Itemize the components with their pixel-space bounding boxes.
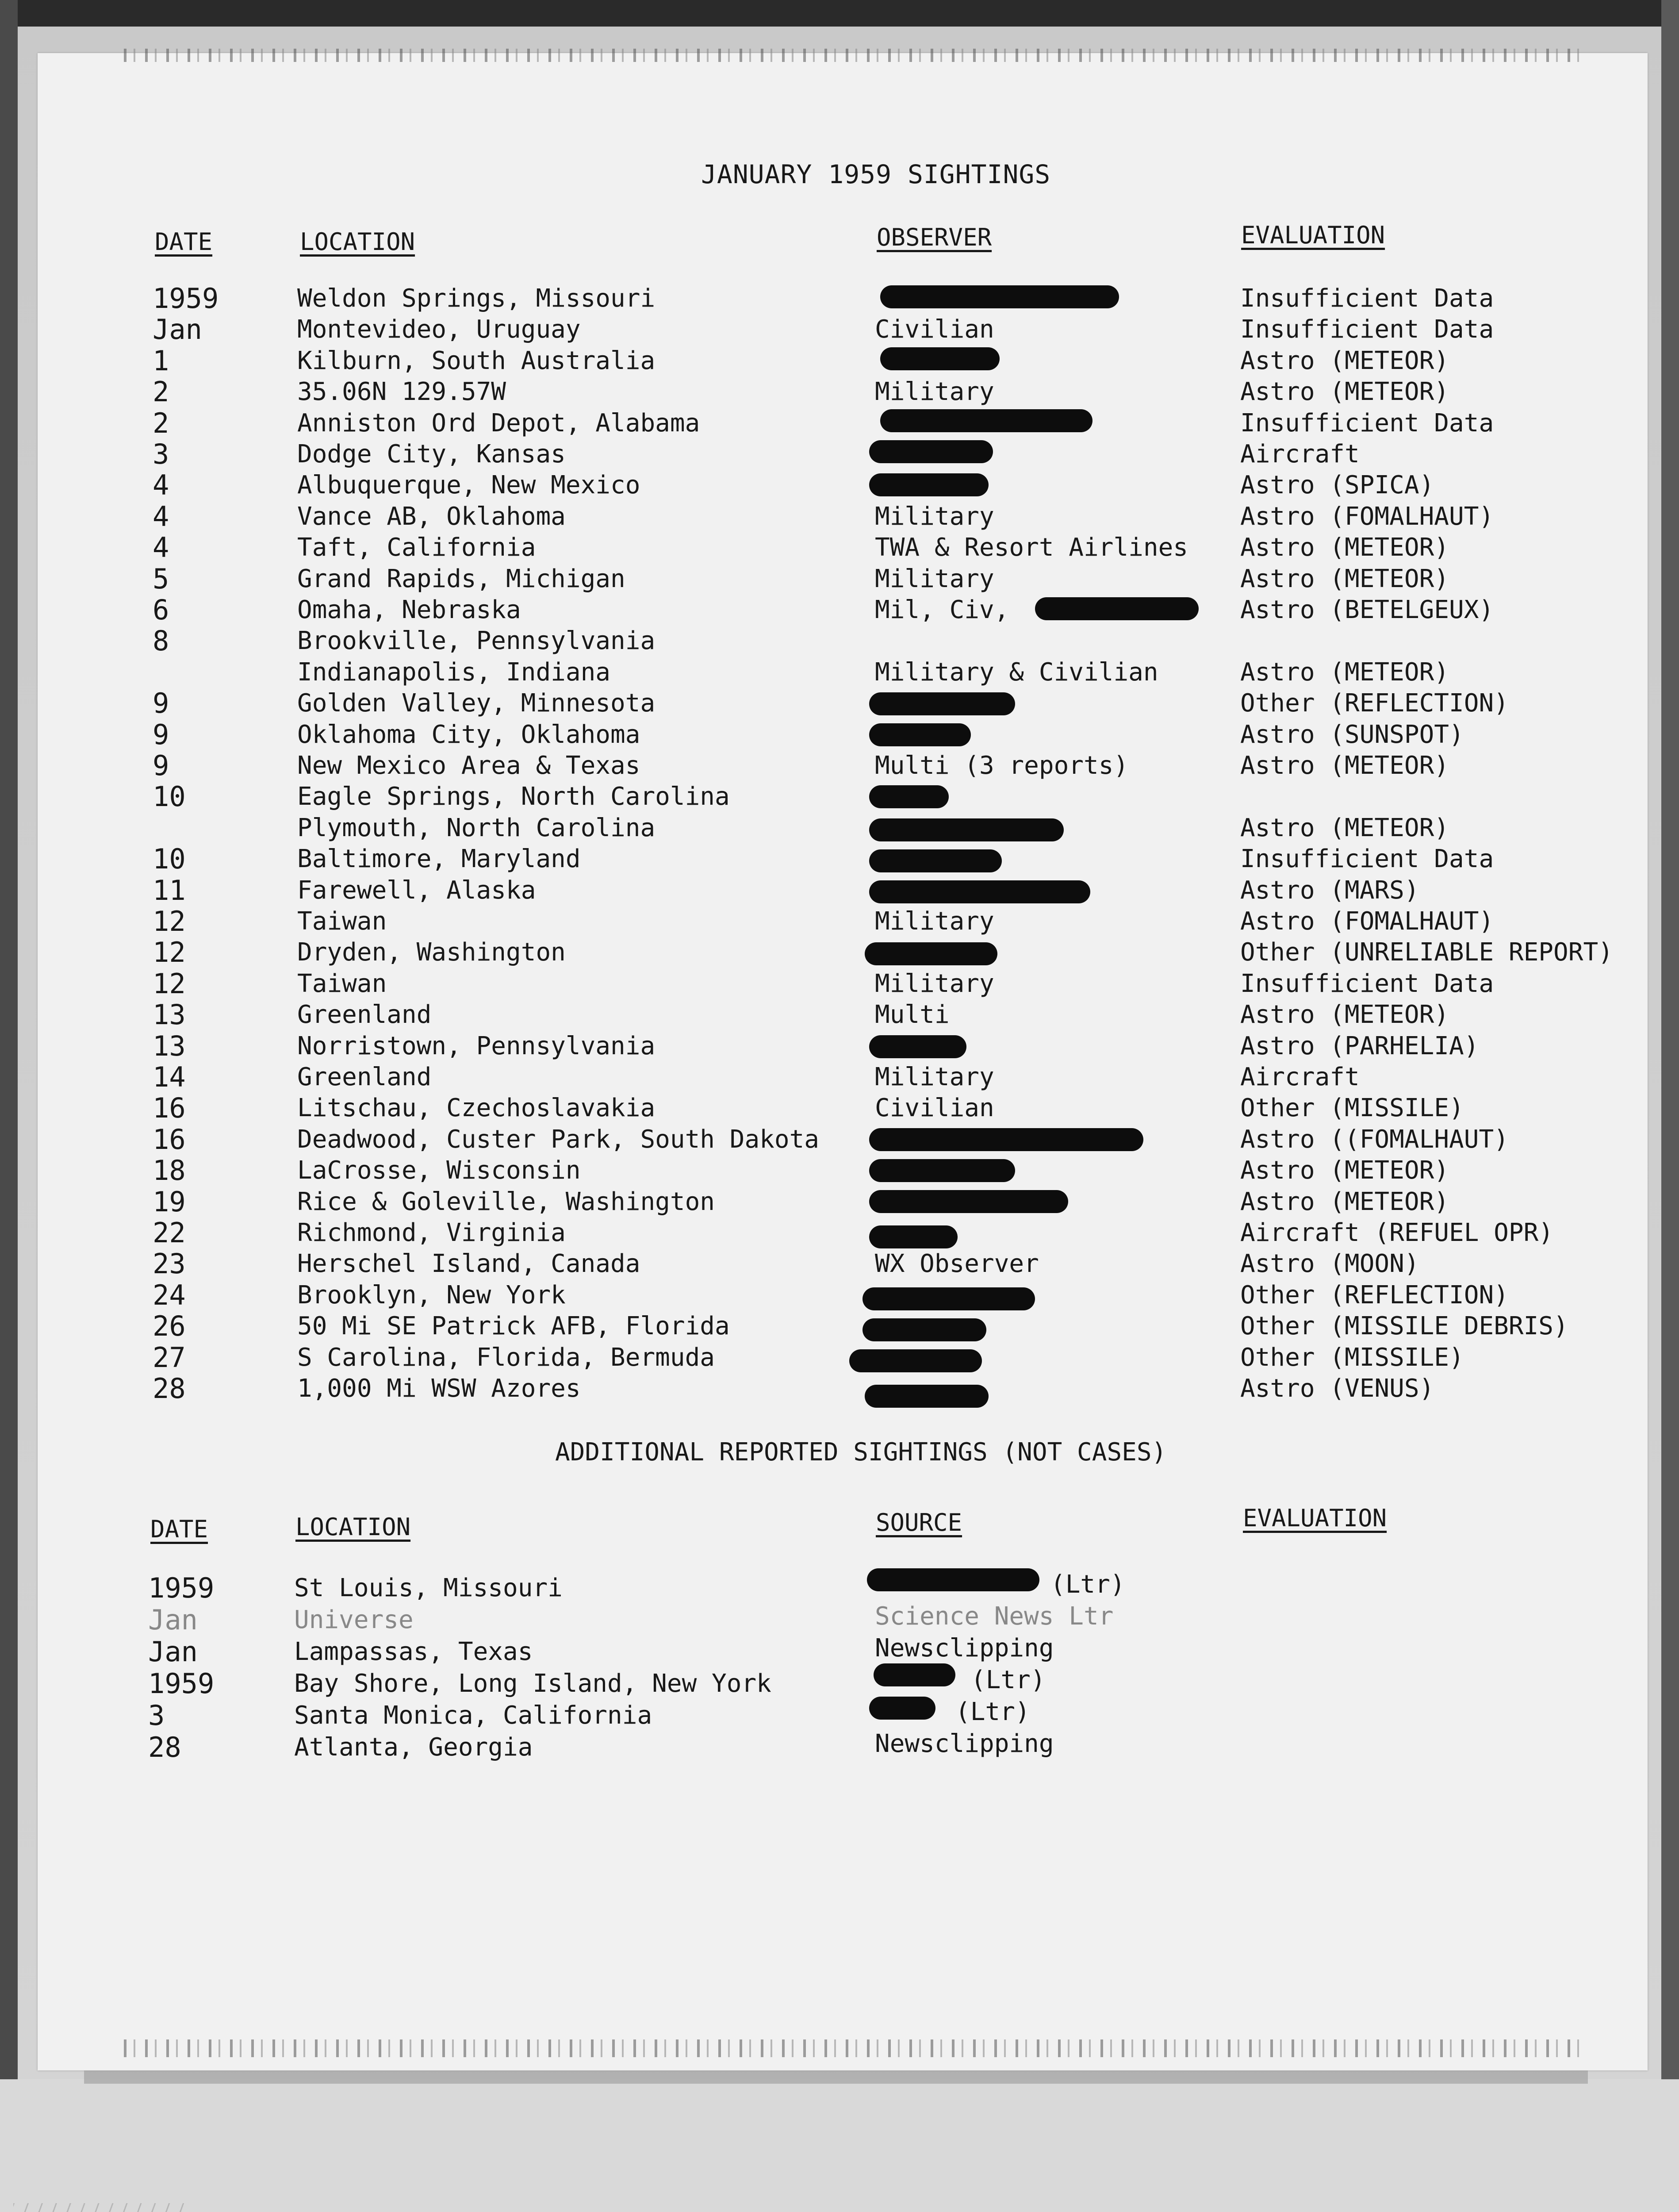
row-observer: WX Observer: [875, 1249, 1039, 1279]
row-date: 4: [153, 469, 169, 502]
row-location: Taft, California: [297, 533, 536, 562]
row-observer: Military: [875, 1063, 994, 1091]
redaction-bar: [849, 1349, 982, 1372]
row-evaluation: Aircraft (REFUEL OPR): [1240, 1218, 1554, 1247]
row-date: 13: [153, 1029, 186, 1062]
row-location: Rice & Goleville, Washington: [297, 1187, 715, 1216]
row-date: 14: [153, 1061, 186, 1093]
row-date: 24: [153, 1279, 186, 1311]
row-location: Litschau, Czechoslavakia: [297, 1094, 656, 1123]
row-location: 35.06N 129.57W: [297, 377, 506, 407]
row-observer: Military: [875, 377, 994, 407]
lower-scan-area: [0, 2079, 1679, 2212]
redaction-bar: [869, 849, 1002, 872]
additional-row-location: Bay Shore, Long Island, New York: [294, 1669, 771, 1698]
redaction-bar: [869, 785, 949, 808]
row-evaluation: Astro (SUNSPOT): [1240, 720, 1464, 749]
row-evaluation: Astro (METEOR): [1240, 657, 1449, 687]
row-observer: Military: [875, 502, 994, 531]
row-location: 50 Mi SE Patrick AFB, Florida: [297, 1312, 730, 1341]
row-evaluation: Other (UNRELIABLE REPORT): [1240, 938, 1613, 967]
row-location: Farewell, Alaska: [297, 876, 536, 905]
redaction-bar: [867, 1568, 1039, 1591]
header-location: LOCATION: [300, 228, 415, 256]
row-evaluation: Aircraft: [1240, 1063, 1360, 1091]
row-date: 16: [153, 1092, 186, 1125]
row-evaluation: Astro (METEOR): [1240, 533, 1449, 562]
row-evaluation: Other (REFLECTION): [1240, 1280, 1509, 1310]
redaction-bar: [869, 818, 1064, 841]
row-date: 28: [153, 1372, 186, 1405]
row-evaluation: Astro (METEOR): [1240, 813, 1449, 842]
scan-artifact: [13, 2203, 190, 2212]
row-location: Albuquerque, New Mexico: [297, 471, 640, 500]
additional-row-date: 3: [148, 1699, 165, 1732]
row-location: Norristown, Pennsylvania: [297, 1031, 656, 1060]
film-edge-top: [0, 0, 1679, 27]
redaction-bar: [874, 1663, 955, 1686]
row-evaluation: Astro (FOMALHAUT): [1240, 907, 1494, 936]
row-date: 10: [153, 843, 186, 876]
header-date: DATE: [155, 228, 213, 256]
redaction-bar: [869, 880, 1090, 903]
redaction-bar: [869, 440, 993, 463]
row-location: LaCrosse, Wisconsin: [297, 1156, 581, 1185]
row-date: 1: [153, 344, 169, 377]
document-title: JANUARY 1959 SIGHTINGS: [701, 159, 1051, 189]
row-observer: Military: [875, 907, 994, 936]
additional-row-date: Jan: [148, 1604, 198, 1636]
row-evaluation: Astro (BETELGEUX): [1240, 595, 1494, 624]
redaction-bar: [869, 1190, 1068, 1213]
row-location: Richmond, Virginia: [297, 1218, 566, 1247]
redaction-bar: [869, 1159, 1015, 1182]
row-observer: Multi (3 reports): [875, 751, 1129, 780]
row-location: Anniston Ord Depot, Alabama: [297, 408, 700, 438]
row-date: 23: [153, 1248, 186, 1280]
film-edge-left: [0, 0, 18, 2079]
row-date: 16: [153, 1123, 186, 1156]
row-date: 9: [153, 718, 169, 751]
row-location: Oklahoma City, Oklahoma: [297, 720, 640, 749]
row-evaluation: Other (MISSILE): [1240, 1094, 1464, 1123]
row-date: 3: [153, 438, 169, 470]
additional-row-date: 28: [148, 1731, 181, 1763]
redaction-bar: [865, 942, 997, 965]
row-evaluation: Other (MISSILE DEBRIS): [1240, 1312, 1568, 1341]
redaction-bar: [880, 347, 1000, 370]
row-evaluation: Astro (PARHELIA): [1240, 1031, 1479, 1060]
row-date: 2: [153, 376, 169, 408]
row-location: Weldon Springs, Missouri: [297, 284, 656, 313]
row-date: 12: [153, 905, 186, 937]
row-date: 4: [153, 531, 169, 564]
row-date: 12: [153, 967, 186, 1000]
film-edge-right: [1661, 0, 1679, 2079]
row-observer: Military: [875, 564, 994, 593]
row-location: Brooklyn, New York: [297, 1280, 566, 1310]
row-evaluation: Astro (METEOR): [1240, 564, 1449, 593]
header-observer: OBSERVER: [877, 223, 992, 251]
row-date: 13: [153, 998, 186, 1031]
row-date: 1959: [153, 282, 219, 315]
row-location: New Mexico Area & Texas: [297, 751, 640, 780]
row-location: S Carolina, Florida, Bermuda: [297, 1343, 715, 1372]
redaction-bar: [869, 1697, 935, 1720]
additional-row-source: Science News Ltr: [875, 1602, 1114, 1631]
row-date: 9: [153, 749, 169, 782]
row-location: Eagle Springs, North Carolina: [297, 782, 730, 811]
redaction-bar: [869, 1035, 966, 1058]
additional-row-source: (Ltr): [1050, 1570, 1125, 1599]
row-evaluation: Astro (METEOR): [1240, 1156, 1449, 1185]
row-date: 8: [153, 625, 169, 657]
additional-row-location: St Louis, Missouri: [294, 1574, 563, 1602]
additional-row-location: Universe: [294, 1605, 414, 1634]
row-location: Herschel Island, Canada: [297, 1249, 640, 1279]
row-observer: Military & Civilian: [875, 657, 1158, 687]
row-location: 1,000 Mi WSW Azores: [297, 1374, 581, 1403]
row-location: Brookville, Pennsylvania: [297, 626, 656, 656]
row-date: 9: [153, 687, 169, 720]
row-location: Dodge City, Kansas: [297, 440, 566, 469]
row-location: Greenland: [297, 1063, 432, 1091]
additional-row-date: 1959: [148, 1572, 215, 1604]
redaction-bar: [869, 692, 1015, 715]
additional-header-location: LOCATION: [295, 1513, 411, 1541]
row-observer: Multi: [875, 1000, 950, 1029]
row-date: 12: [153, 936, 186, 969]
additional-sightings-title: ADDITIONAL REPORTED SIGHTINGS (NOT CASES): [555, 1438, 1167, 1467]
redaction-bar: [869, 723, 971, 746]
redaction-bar: [865, 1385, 989, 1408]
row-evaluation: Astro (MARS): [1240, 876, 1419, 905]
additional-header-evaluation: EVALUATION: [1243, 1504, 1387, 1532]
row-location: Dryden, Washington: [297, 938, 566, 967]
row-date: 6: [153, 594, 169, 626]
row-evaluation: Insufficient Data: [1240, 315, 1494, 344]
row-observer: Mil, Civ,: [875, 595, 1009, 624]
row-evaluation: Insufficient Data: [1240, 284, 1494, 313]
row-location: Baltimore, Maryland: [297, 845, 581, 874]
row-date: 19: [153, 1185, 186, 1218]
additional-row-date: 1959: [148, 1667, 215, 1700]
row-date: 18: [153, 1154, 186, 1187]
additional-row-source: (Ltr): [971, 1666, 1046, 1694]
row-location: Golden Valley, Minnesota: [297, 689, 656, 718]
row-date: 22: [153, 1217, 186, 1249]
redaction-bar: [862, 1287, 1035, 1310]
additional-row-date: Jan: [148, 1636, 198, 1668]
row-observer: Civilian: [875, 1094, 994, 1123]
row-evaluation: Insufficient Data: [1240, 408, 1494, 438]
row-evaluation: Other (REFLECTION): [1240, 689, 1509, 718]
row-evaluation: Astro (METEOR): [1240, 377, 1449, 407]
redaction-bar: [880, 285, 1119, 308]
row-evaluation: Aircraft: [1240, 440, 1360, 469]
row-evaluation: Astro (METEOR): [1240, 346, 1449, 375]
row-evaluation: Other (MISSILE): [1240, 1343, 1464, 1372]
row-date: 10: [153, 780, 186, 813]
row-location: Kilburn, South Australia: [297, 346, 656, 375]
perforation-bottom: [124, 2039, 1583, 2057]
row-evaluation: Astro (METEOR): [1240, 751, 1449, 780]
row-evaluation: Astro (METEOR): [1240, 1187, 1449, 1216]
row-observer: Civilian: [875, 315, 994, 344]
redaction-bar: [1035, 597, 1199, 620]
additional-row-source: Newsclipping: [875, 1729, 1054, 1758]
row-date: 27: [153, 1341, 186, 1374]
redaction-bar: [869, 1128, 1143, 1151]
row-evaluation: Insufficient Data: [1240, 845, 1494, 874]
row-location: Grand Rapids, Michigan: [297, 564, 625, 593]
row-date: 11: [153, 874, 186, 906]
additional-row-location: Lampassas, Texas: [294, 1637, 533, 1666]
row-observer: Military: [875, 969, 994, 998]
row-location: Plymouth, North Carolina: [297, 813, 656, 842]
row-date: 2: [153, 407, 169, 439]
header-evaluation: EVALUATION: [1241, 221, 1385, 249]
additional-row-source: (Ltr): [955, 1697, 1030, 1726]
row-evaluation: Insufficient Data: [1240, 969, 1494, 998]
row-evaluation: Astro (MOON): [1240, 1249, 1419, 1279]
row-evaluation: Astro (METEOR): [1240, 1000, 1449, 1029]
additional-row-location: Atlanta, Georgia: [294, 1733, 533, 1762]
row-evaluation: Astro (FOMALHAUT): [1240, 502, 1494, 531]
row-evaluation: Astro ((FOMALHAUT): [1240, 1125, 1509, 1154]
row-location: Montevideo, Uruguay: [297, 315, 581, 344]
row-location: Taiwan: [297, 969, 387, 998]
row-location: Indianapolis, Indiana: [297, 657, 611, 687]
additional-header-date: DATE: [150, 1515, 208, 1543]
row-location: Taiwan: [297, 907, 387, 936]
row-date: 26: [153, 1310, 186, 1343]
perforation-top: [124, 49, 1583, 62]
additional-header-source: SOURCE: [876, 1509, 962, 1536]
row-location: Vance AB, Oklahoma: [297, 502, 566, 531]
row-date: 4: [153, 500, 169, 533]
row-location: Deadwood, Custer Park, South Dakota: [297, 1125, 820, 1154]
redaction-bar: [869, 1225, 958, 1248]
row-location: Omaha, Nebraska: [297, 595, 521, 624]
redaction-bar: [869, 473, 989, 496]
row-date: Jan: [153, 313, 202, 346]
redaction-bar: [880, 409, 1092, 432]
row-date: 5: [153, 562, 169, 595]
row-observer: TWA & Resort Airlines: [875, 533, 1188, 562]
redaction-bar: [862, 1318, 986, 1341]
additional-row-source: Newsclipping: [875, 1634, 1054, 1663]
additional-row-location: Santa Monica, California: [294, 1701, 652, 1730]
row-evaluation: Astro (SPICA): [1240, 471, 1434, 500]
row-location: Greenland: [297, 1000, 432, 1029]
row-evaluation: Astro (VENUS): [1240, 1374, 1434, 1403]
